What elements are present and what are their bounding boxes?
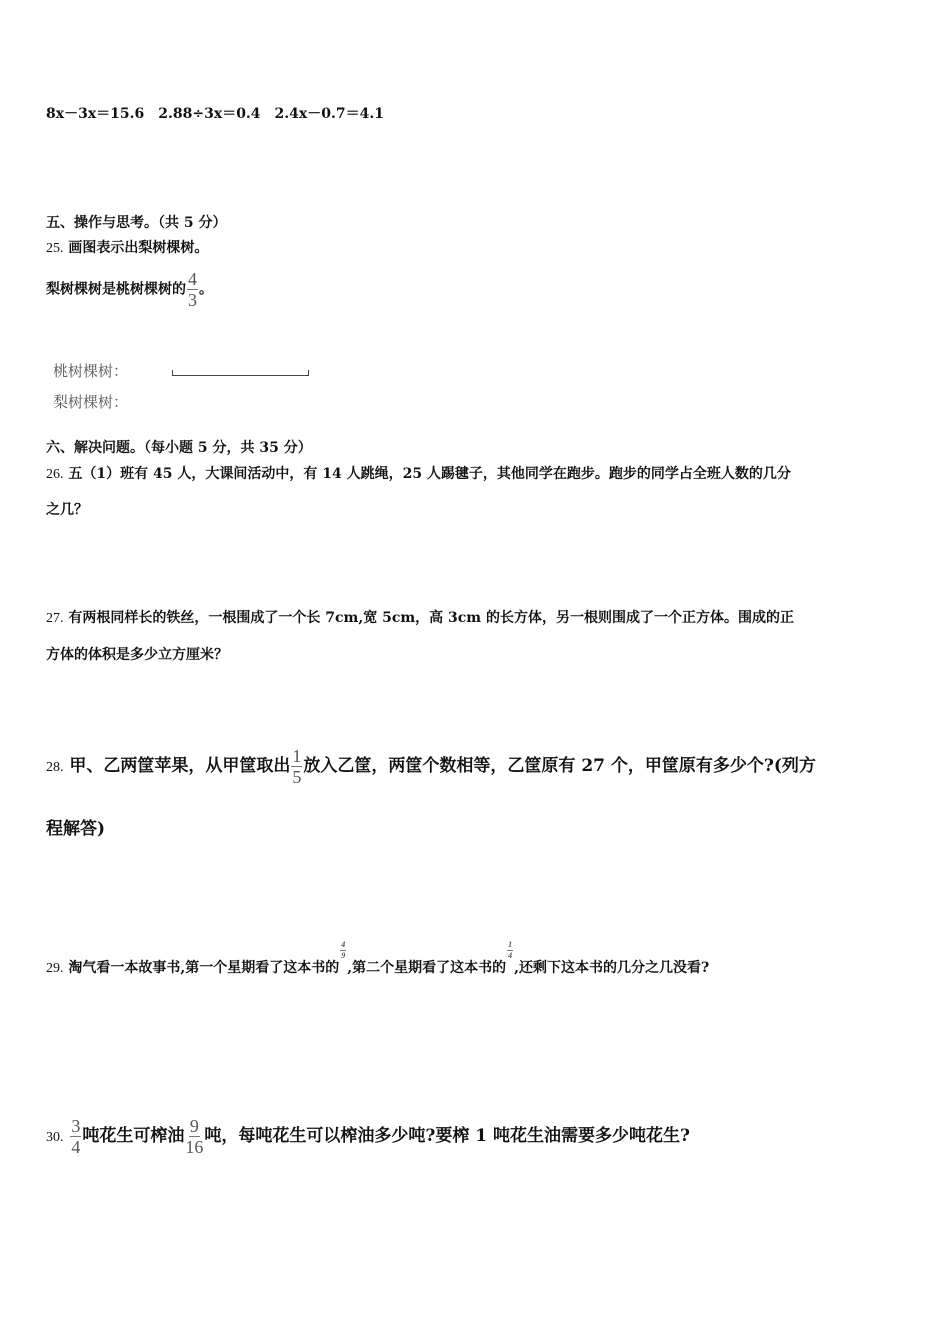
question-25-line2 (46, 270, 213, 309)
equations: 8x－3x＝15.6 2.88÷3x＝0.4 2.4x－0.7＝4.1 (46, 106, 384, 122)
numerator: 1 (508, 939, 513, 949)
question-number: 30. (46, 1130, 64, 1145)
fraction (187, 270, 198, 309)
label-peach-trees: 桃树棵树： (53, 362, 129, 380)
question-text: 画图表示出梨树棵树。 (68, 240, 209, 256)
denominator: 5 (292, 767, 302, 787)
question-text: 。 (199, 281, 213, 298)
fraction (291, 747, 302, 786)
section-5-heading: 五、操作与思考。（共 5 分） (46, 215, 227, 231)
section-6-heading: 六、解决问题。（每小题 5 分，共 35 分） (46, 440, 312, 456)
fraction (185, 1117, 203, 1156)
numerator: 3 (71, 1116, 81, 1136)
question-text: 五（1）班有 45 人，大课间活动中，有 14 人跳绳，25 人踢毽子，其他同学在跑步。跑步的同学占全班人数的几分 (68, 466, 791, 482)
question-text: 方体的体积是多少立方厘米？ (46, 647, 228, 663)
numerator: 4 (341, 939, 346, 949)
question-text: 放入乙筐，两筐个数相等，乙筐原有 27 个，甲筐原有多少个?(列方 (303, 756, 816, 776)
question-25 (46, 237, 208, 257)
fraction (340, 941, 346, 960)
denominator: 4 (71, 1137, 81, 1157)
question-26 (46, 463, 791, 483)
question-text: 之几？ (46, 502, 88, 518)
question-text: 吨花生可榨油 (82, 1126, 185, 1146)
fraction (507, 941, 513, 960)
question-number: 29. (46, 961, 64, 976)
question-number: 25. (46, 241, 64, 256)
question-number: 28. (46, 760, 64, 775)
numerator: 4 (188, 269, 197, 289)
denominator: 9 (341, 950, 346, 960)
fraction (70, 1117, 81, 1156)
peach-tree-segment (172, 370, 309, 376)
denominator: 3 (188, 290, 197, 310)
question-number: 26. (46, 467, 64, 482)
question-text: ,第二个星期看了这本书的 (347, 960, 507, 976)
question-30 (46, 1117, 690, 1156)
numerator: 1 (292, 746, 302, 766)
question-text: ,还剩下这本书的几分之几没看? (514, 960, 710, 976)
question-27 (46, 607, 794, 627)
question-text: 淘气看一本故事书,第一个星期看了这本书的 (68, 960, 340, 976)
question-28 (46, 747, 816, 786)
numerator: 9 (189, 1116, 199, 1136)
question-text: 甲、乙两筐苹果，从甲筐取出 (69, 756, 291, 776)
denominator: 16 (185, 1137, 204, 1157)
question-text: 有两根同样长的铁丝，一根围成了一个长 7cm,宽 5cm，高 3cm 的长方体，另一根则围成了一个正方体。围成的正 (68, 610, 794, 626)
question-29 (46, 939, 710, 978)
question-text: 程解答) (46, 819, 106, 839)
question-text: 吨，每吨花生可以榨油多少吨?要榨 1 吨花生油需要多少吨花生? (204, 1126, 691, 1146)
denominator: 4 (508, 950, 513, 960)
label-pear-trees: 梨树棵树： (53, 393, 129, 411)
question-number: 27. (46, 611, 64, 626)
question-text: 梨树棵树是桃树棵树的 (46, 281, 186, 298)
